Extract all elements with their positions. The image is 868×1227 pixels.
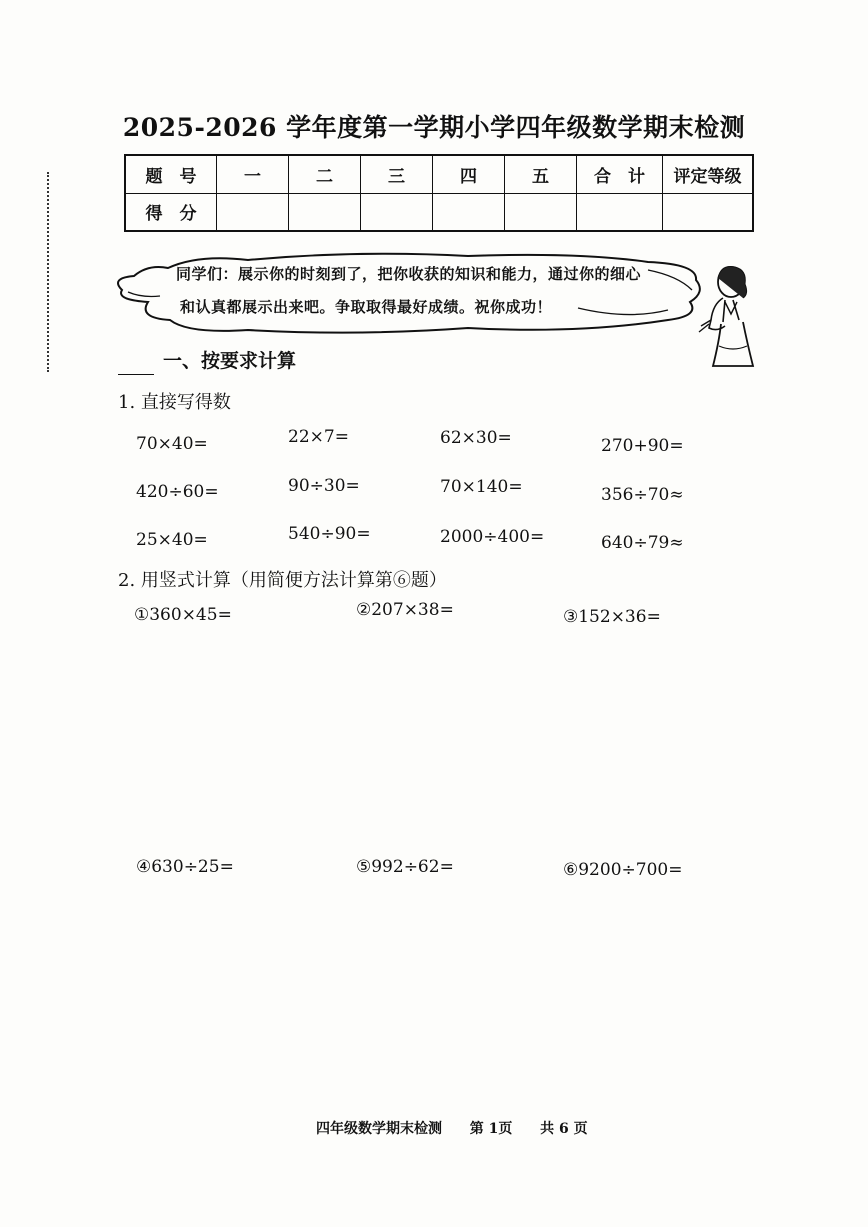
- exam-title: 2025-2026 学年度第一学期小学四年级数学期末检测: [122, 113, 746, 142]
- score-input-cell[interactable]: [577, 193, 663, 231]
- score-header-cell: 五: [505, 155, 577, 193]
- score-header-cell: 一: [217, 155, 289, 193]
- footer-total-pages: 共 6 页: [540, 1121, 588, 1137]
- speech-line-1: 同学们：展示你的时刻到了，把你收获的知识和能力，通过你的细心: [176, 265, 642, 283]
- score-input-cell[interactable]: [663, 193, 754, 231]
- oral-problem: 640÷79≈: [601, 533, 684, 553]
- oral-problem: 22×7=: [288, 427, 349, 447]
- page-footer: [316, 1118, 588, 1138]
- oral-problem: 62×30=: [440, 428, 512, 448]
- oral-problem: 25×40=: [136, 530, 208, 550]
- section-score-blank[interactable]: [118, 374, 154, 375]
- score-header-cell: 题 号: [125, 155, 217, 193]
- score-input-cell[interactable]: [217, 193, 289, 231]
- score-header-cell: 评定等级: [663, 155, 754, 193]
- binding-dotted-line: [47, 172, 49, 372]
- score-header-cell: 二: [289, 155, 361, 193]
- score-input-cell[interactable]: [289, 193, 361, 231]
- score-table-header-row: [125, 155, 753, 193]
- oral-problem: 70×140=: [440, 477, 523, 497]
- score-header-cell: 四: [433, 155, 505, 193]
- vertical-calc-problem: ⑤992÷62=: [356, 857, 454, 877]
- score-header-cell: 三: [361, 155, 433, 193]
- score-row-label: 得 分: [125, 193, 217, 231]
- oral-problem: 356÷70≈: [601, 485, 684, 505]
- vertical-calc-problem: ①360×45=: [134, 605, 232, 625]
- score-header-cell: 合 计: [577, 155, 663, 193]
- vertical-calc-problem: ⑥9200÷700=: [563, 860, 683, 880]
- oral-problem: 2000÷400=: [440, 527, 545, 547]
- vertical-calc-problem: ②207×38=: [356, 600, 454, 620]
- score-table: [124, 154, 754, 232]
- oral-problem: 70×40=: [136, 434, 208, 454]
- speech-line-2: 和认真都展示出来吧。争取取得最好成绩。祝你成功！: [180, 298, 553, 316]
- score-input-cell[interactable]: [361, 193, 433, 231]
- score-input-cell[interactable]: [433, 193, 505, 231]
- score-input-cell[interactable]: [505, 193, 577, 231]
- part-1-title: 1. 直接写得数: [118, 392, 231, 413]
- footer-exam-name: 四年级数学期末检测: [316, 1121, 442, 1137]
- oral-problem: 90÷30=: [288, 476, 360, 496]
- oral-problem: 540÷90=: [288, 524, 371, 544]
- vertical-calc-problem: ③152×36=: [563, 607, 661, 627]
- part-2-title: 2. 用竖式计算（用简便方法计算第⑥题）: [118, 570, 447, 591]
- footer-page-number: 第 1页: [469, 1121, 513, 1137]
- girl-illustration: [695, 262, 757, 370]
- oral-problem: 420÷60=: [136, 482, 219, 502]
- score-table-score-row: [125, 193, 753, 231]
- oral-problem: 270+90=: [601, 436, 684, 456]
- vertical-calc-problem: ④630÷25=: [136, 857, 234, 877]
- section-1-title: 一、按要求计算: [163, 350, 297, 372]
